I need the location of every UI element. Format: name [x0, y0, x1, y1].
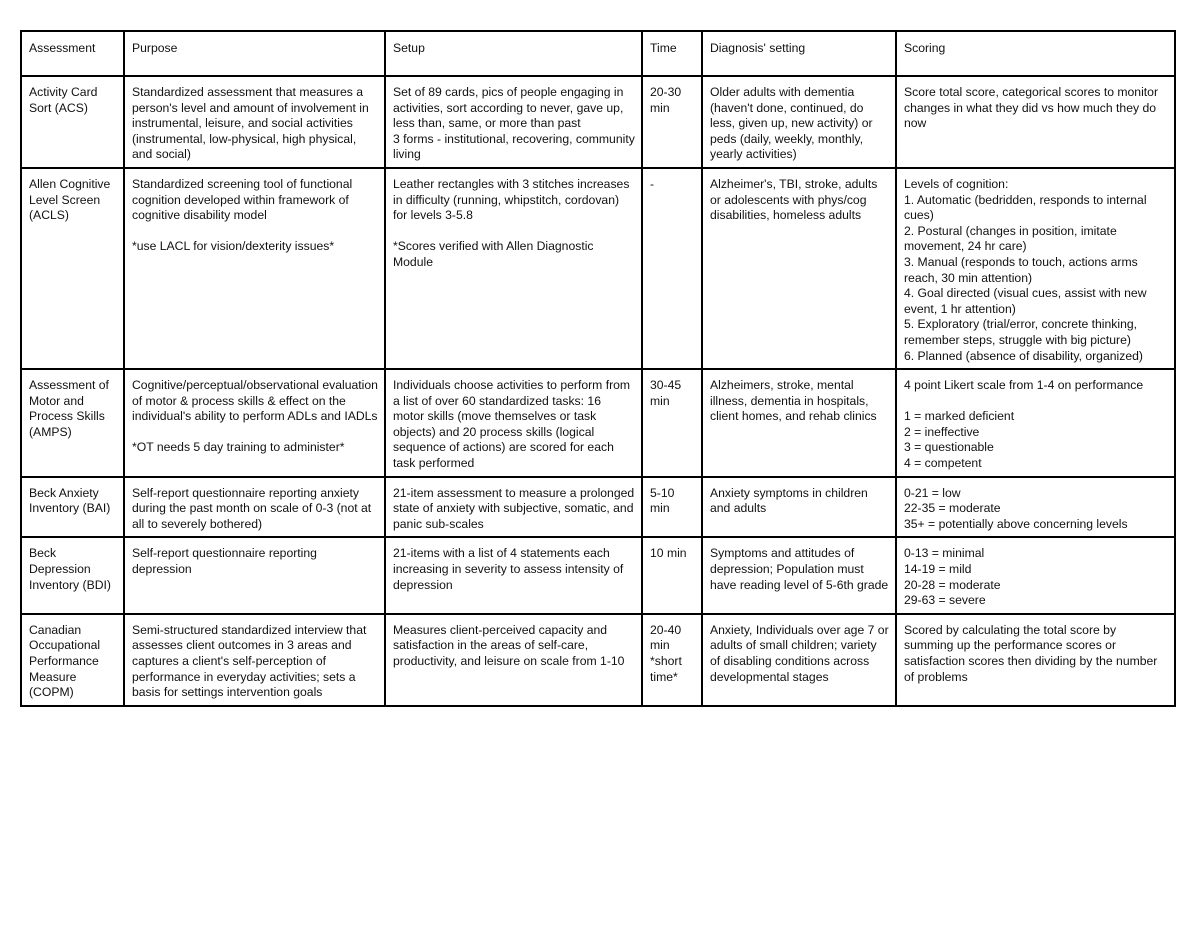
cell-time: - — [642, 168, 702, 369]
table-row — [21, 477, 1175, 538]
cell-time: 10 min — [642, 537, 702, 613]
header-setup: Setup — [385, 31, 642, 76]
cell-assessment: Assessment of Motor and Process Skills (AMPS) — [21, 369, 124, 477]
cell-purpose: Standardized assessment that measures a person's level and amount of involvement in instrumental, leisure, and social activities (instrumental, low-physical, high physical, and social) — [124, 76, 385, 168]
header-scoring: Scoring — [896, 31, 1175, 76]
cell-purpose: Self-report questionnaire reporting anxiety during the past month on scale of 0-3 (not at all to severely bothered) — [124, 477, 385, 538]
assessment-table — [20, 30, 1176, 707]
cell-scoring: Scored by calculating the total score by summing up the performance scores or satisfaction scores then dividing by the number of problems — [896, 614, 1175, 706]
cell-scoring: Score total score, categorical scores to monitor changes in what they did vs how much they do now — [896, 76, 1175, 168]
header-assessment: Assessment — [21, 31, 124, 76]
cell-diagnosis-setting: Anxiety, Individuals over age 7 or adults of small children; variety of disabling conditions across developmental stages — [702, 614, 896, 706]
cell-time: 5-10 min — [642, 477, 702, 538]
cell-assessment: Canadian Occupational Performance Measure (COPM) — [21, 614, 124, 706]
cell-purpose: Cognitive/perceptual/observational evaluation of motor & process skills & effect on the individual's ability to perform ADLs and IADLs *OT needs 5 day training to administer* — [124, 369, 385, 477]
cell-setup: Set of 89 cards, pics of people engaging in activities, sort according to never, gave up, less than, same, or more than past 3 forms - institutional, recovering, community living — [385, 76, 642, 168]
cell-assessment: Beck Depression Inventory (BDI) — [21, 537, 124, 613]
table-row — [21, 76, 1175, 168]
header-row — [21, 31, 1175, 76]
cell-scoring: 0-13 = minimal 14-19 = mild 20-28 = moderate 29-63 = severe — [896, 537, 1175, 613]
cell-purpose: Self-report questionnaire reporting depression — [124, 537, 385, 613]
cell-diagnosis-setting: Alzheimers, stroke, mental illness, dementia in hospitals, client homes, and rehab clinics — [702, 369, 896, 477]
cell-diagnosis-setting: Older adults with dementia (haven't done, continued, do less, given up, new activity) or peds (daily, weekly, monthly, yearly activities) — [702, 76, 896, 168]
cell-time: 20-40 min *short time* — [642, 614, 702, 706]
cell-time: 30-45 min — [642, 369, 702, 477]
table-row — [21, 369, 1175, 477]
cell-setup: Measures client-perceived capacity and satisfaction in the areas of self-care, productivity, and leisure on scale from 1-10 — [385, 614, 642, 706]
table-row — [21, 537, 1175, 613]
cell-setup: 21-item assessment to measure a prolonged state of anxiety with subjective, somatic, and panic sub-scales — [385, 477, 642, 538]
cell-assessment: Beck Anxiety Inventory (BAI) — [21, 477, 124, 538]
cell-scoring: Levels of cognition: 1. Automatic (bedridden, responds to internal cues) 2. Postural (changes in position, imitate movement, 24 hr care) 3. Manual (responds to touch, actions arms reach, 30 min attention) 4. Goal directed (visual cues, assist with new event, 1 hr attention) 5. Exploratory (trial/error, concrete thinking, remember steps, struggle with big picture) 6. Planned (absence of disability, organized) — [896, 168, 1175, 369]
cell-setup: Leather rectangles with 3 stitches increases in difficulty (running, whipstitch, cordovan) for levels 3-5.8 *Scores verified with Allen Diagnostic Module — [385, 168, 642, 369]
cell-diagnosis-setting: Symptoms and attitudes of depression; Population must have reading level of 5-6th grade — [702, 537, 896, 613]
header-time: Time — [642, 31, 702, 76]
cell-purpose: Standardized screening tool of functional cognition developed within framework of cognitive disability model *use LACL for vision/dexterity issues* — [124, 168, 385, 369]
cell-purpose: Semi-structured standardized interview that assesses client outcomes in 3 areas and captures a client's self-perception of performance in everyday activities; sets a basis for settings intervention goals — [124, 614, 385, 706]
header-diagnosis-setting: Diagnosis' setting — [702, 31, 896, 76]
table-row — [21, 168, 1175, 369]
cell-diagnosis-setting: Anxiety symptoms in children and adults — [702, 477, 896, 538]
cell-setup: 21-items with a list of 4 statements each increasing in severity to assess intensity of depression — [385, 537, 642, 613]
cell-time: 20-30 min — [642, 76, 702, 168]
cell-assessment: Allen Cognitive Level Screen (ACLS) — [21, 168, 124, 369]
cell-assessment: Activity Card Sort (ACS) — [21, 76, 124, 168]
cell-scoring: 4 point Likert scale from 1-4 on performance 1 = marked deficient 2 = ineffective 3 = questionable 4 = competent — [896, 369, 1175, 477]
cell-scoring: 0-21 = low 22-35 = moderate 35+ = potentially above concerning levels — [896, 477, 1175, 538]
header-purpose: Purpose — [124, 31, 385, 76]
cell-setup: Individuals choose activities to perform from a list of over 60 standardized tasks: 16 motor skills (move themselves or task objects) and 20 process skills (logical sequence of actions) are scored for each task performed — [385, 369, 642, 477]
cell-diagnosis-setting: Alzheimer's, TBI, stroke, adults or adolescents with phys/cog disabilities, homeless adults — [702, 168, 896, 369]
table-row — [21, 614, 1175, 706]
